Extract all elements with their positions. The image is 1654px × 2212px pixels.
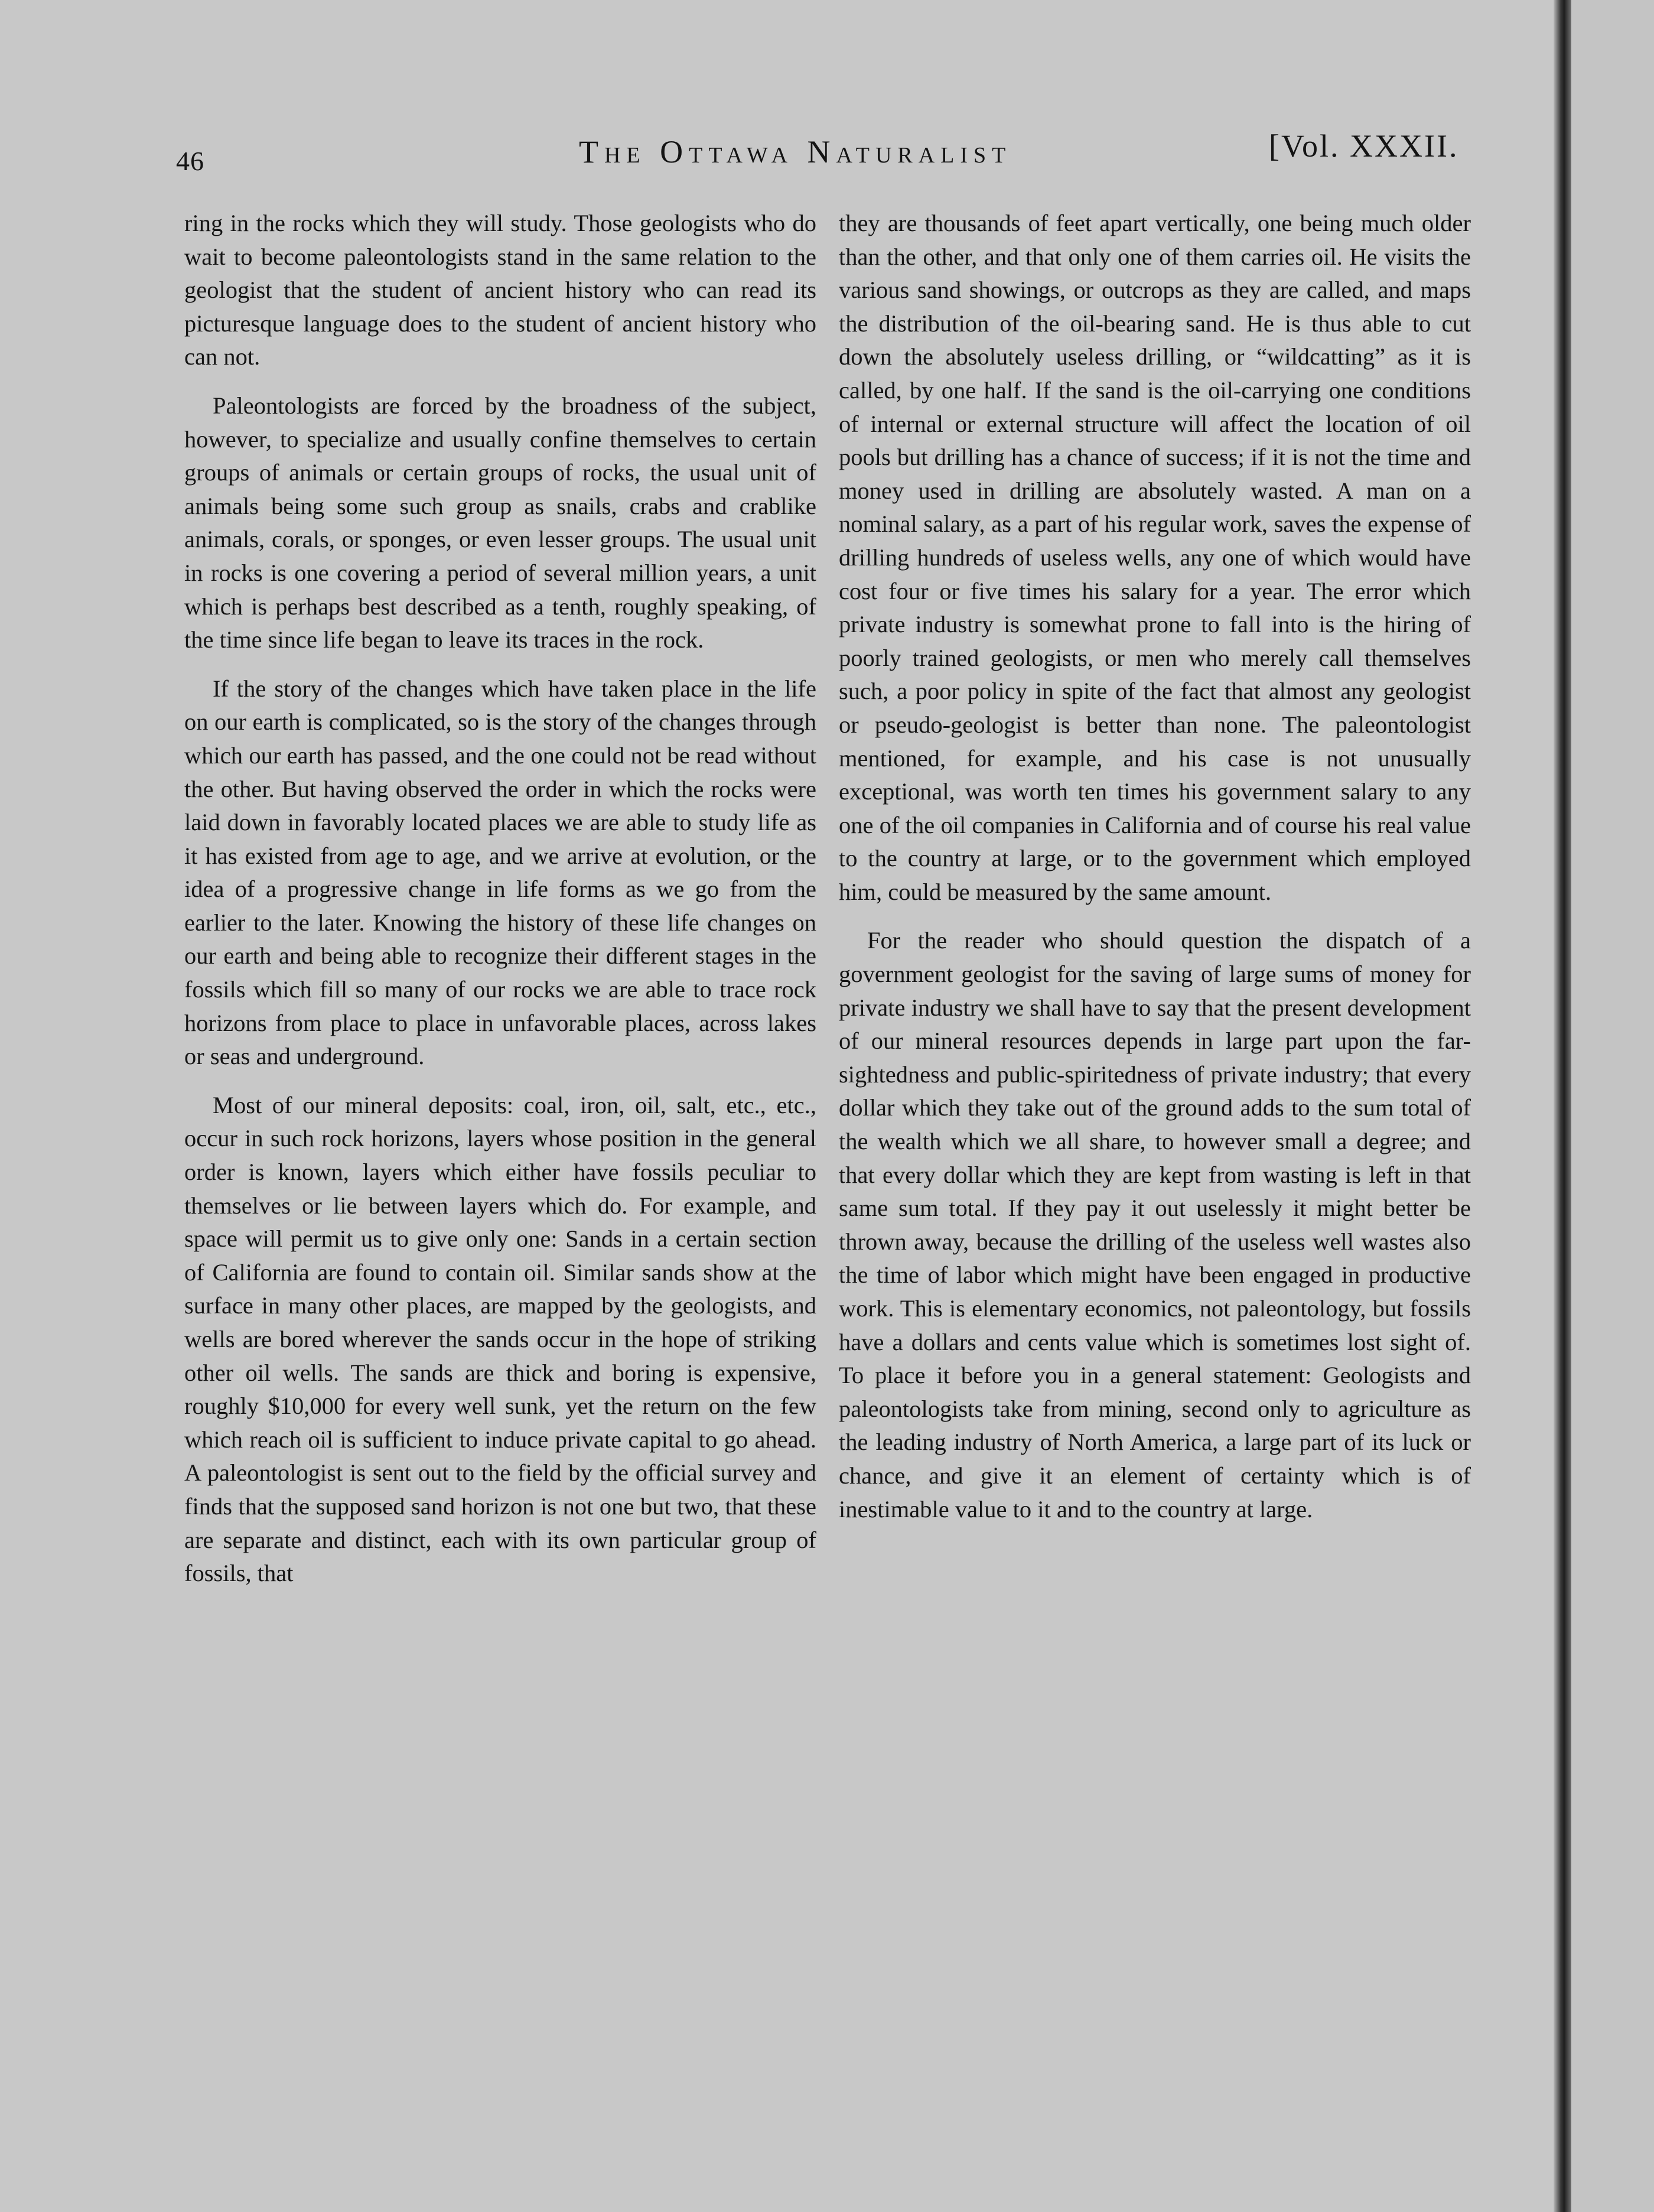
paragraph: ring in the rocks which they will study. Those geologists who do wait to become paleontologists stand in the same relation to the geologist that the student of ancient history who can read its picturesque language does to the student of ancient history who can not. bbox=[184, 210, 816, 370]
paragraph: Paleontologists are forced by the broadness of the subject, however, to specialize and usually confine themselves to certain groups of animals or certain groups of rocks, the usual unit of animals being some such group as snails, crabs and crablike animals, corals, or sponges, or even lesser groups. The usual unit in rocks is one covering a period of several million years, a unit which is perhaps best described as a tenth, roughly speaking, of the time since life began to leave its traces in the rock. bbox=[184, 392, 816, 653]
adjacent-page-edge bbox=[1571, 0, 1654, 2212]
paragraph: If the story of the changes which have taken place in the life on our earth is complicated, so is the story of the changes through which our earth has passed, and the one could not be read without the other. But having observed the order in which the rocks were laid down in favorably located places we are able to study life as it has existed from age to age, and we arrive at evolution, or the idea of a progressive change in life forms as we go from the earlier to the later. Knowing the history of these life changes on our earth and being able to recognize their different stages in the fossils which fill so many of our rocks we are able to trace rock horizons from place to place in unfavorable places, across lakes or seas and underground. bbox=[184, 675, 816, 1070]
paragraph: Most of our mineral deposits: coal, iron, oil, salt, etc., etc., occur in such rock horizons, layers whose position in the general order is known, layers which either have fossils peculiar to themselves or lie between layers which do. For example, and space will permit us to give only one: Sands in a certain section of California are found to contain oil. Similar sands show at the surface in many other places, are mapped by the geologists, and wells are bored wherever the sands occur in the hope of striking other oil wells. The sands are thick and boring is expensive, roughly $10,000 for every well sunk, yet the return on the few which reach oil is sufficient to induce private capital to go ahead. A paleontologist is sent out to the field by the official survey and finds that the supposed sand horizon is not one but two, that these are separate and distinct, each with its own particular group of fossils, that bbox=[184, 1091, 816, 1587]
book-gutter bbox=[1554, 0, 1571, 2212]
running-title: The Ottawa Naturalist bbox=[579, 134, 1012, 170]
paragraph: they are thousands of feet apart vertically, one being much older than the other, and that only one of them carries oil. He visits the various sand showings, or outcrops as they are called, and maps the distribution of the oil-bearing sand. He is thus able to cut down the absolutely useless drilling, or “wildcatting” as it is called, by one half. If the sand is the oil-carrying one conditions of internal or external structure will affect the location of oil pools but drilling has a chance of success; if it is not the time and money used in drilling are absolutely wasted. A man on a nominal salary, as a part of his regular work, saves the expense of drilling hundreds of useless wells, any one of which would have cost four or five times his salary for a year. The error which private industry is somewhat prone to fall into is the hiring of poorly trained geologists, or men who merely call themselves such, a poor policy in spite of the fact that almost any geologist or pseudo-geologist is better than none. The paleontologist mentioned, for example, and his case is not unusually exceptional, was worth ten times his government salary to any one of the oil companies in California and of course his real value to the country at large, or to the government which employed him, could be measured by the same amount. bbox=[839, 210, 1471, 905]
page-number: 46 bbox=[176, 146, 204, 176]
volume-label: [Vol. XXXII. bbox=[1269, 128, 1459, 164]
left-column bbox=[184, 207, 816, 1606]
right-column bbox=[839, 207, 1471, 1541]
paragraph: For the reader who should question the dispatch of a government geologist for the saving of large sums of money for private industry we shall have to say that the present development of our mineral resources depends in large part upon the far-sightedness and public-spiritedness of private industry; that every dollar which they take out of the ground adds to the sum total of the wealth which we all share, to however small a degree; and that every dollar which they are kept from wasting is left in that same sum total. If they pay it out uselessly it might better be thrown away, because the drilling of the useless well wastes also the time of labor which might have been engaged in productive work. This is elementary economics, not paleontology, but fossils have a dollars and cents value which is sometimes lost sight of. To place it before you in a general statement: Geologists and paleontologists take from mining, second only to agriculture as the leading industry of North America, a large part of its luck or chance, and give it an element of certainty which is of inestimable value to it and to the country at large. bbox=[839, 927, 1471, 1523]
